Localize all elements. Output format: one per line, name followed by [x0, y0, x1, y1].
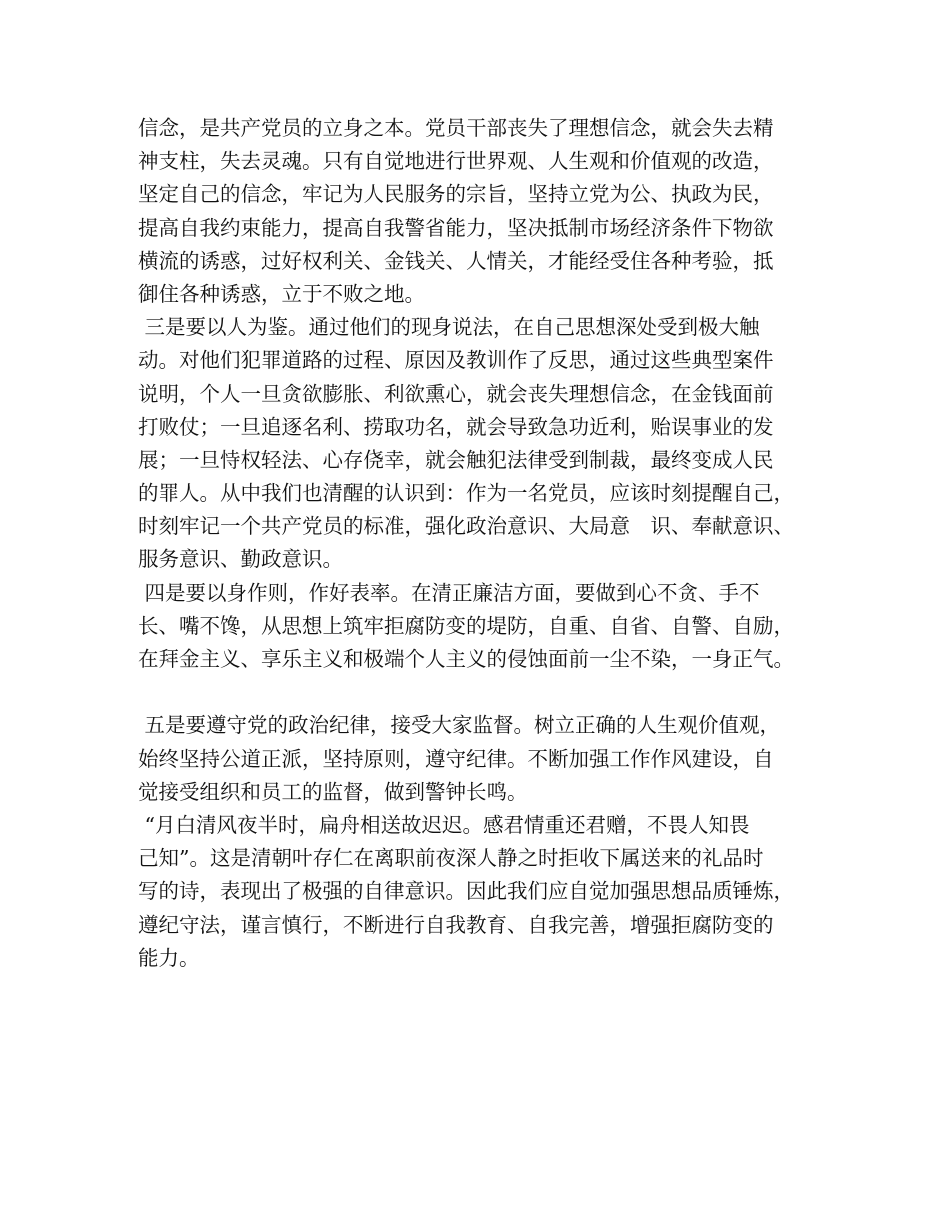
text-line: 展；一旦恃权轻法、心存侥幸，就会触犯法律受到制裁，最终变成人民 [138, 447, 774, 472]
text-line: 己知”。这是清朝叶存仁在离职前夜深人静之时拒收下属送来的礼品时 [138, 846, 764, 871]
text-line: 提高自我约束能力，提高自我警省能力，坚决抵制市场经济条件下物欲 [138, 215, 774, 240]
paragraph-spacer [138, 676, 838, 709]
text-line: 能力。 [138, 945, 200, 970]
text-line: 遵纪守法，谨言慎行，不断进行自我教育、自我完善，增强拒腐防变的 [138, 912, 774, 937]
text-line: 御住各种诱惑，立于不败之地。 [138, 281, 425, 306]
text-line: 始终坚持公道正派，坚持原则，遵守纪律。不断加强工作作风建设，自 [138, 746, 774, 771]
paragraph-three-start: 三是要以人为鉴。通过他们的现身说法，在自己思想深处受到极大触 [138, 315, 760, 340]
text-line: 坚定自己的信念，牢记为人民服务的宗旨，坚持立党为公、执政为民， [138, 182, 774, 207]
text-line: 说明，个人一旦贪欲膨胀、利欲熏心，就会丧失理想信念，在金钱面前 [138, 381, 774, 406]
text-line: 觉接受组织和员工的监督，做到警钟长鸣。 [138, 779, 528, 804]
text-line: 在拜金主义、享乐主义和极端个人主义的侵蚀面前一尘不染，一身正气。 [138, 647, 794, 671]
paragraph-five-start: 五是要遵守党的政治纪律，接受大家监督。树立正确的人生观价值观， [138, 713, 781, 738]
text-line: 打败仗；一旦追逐名利、捞取功名，就会导致急功近利，贻误事业的发 [138, 414, 774, 439]
text-line: 横流的诱惑，过好权利关、金钱关、人情关，才能经受住各种考验，抵 [138, 248, 774, 273]
text-line: 神支柱，失去灵魂。只有自觉地进行世界观、人生观和价值观的改造， [138, 149, 774, 174]
paragraph-four-start: 四是要以身作则，作好表率。在清正廉洁方面，要做到心不贪、手不 [138, 580, 760, 605]
text-line: 写的诗，表现出了极强的自律意识。因此我们应自觉加强思想品质锤炼， [138, 879, 794, 904]
text-line: 服务意识、勤政意识。 [138, 547, 343, 572]
poem-paragraph-start: “月白清风夜半时，扁舟相送故迟迟。感君情重还君赠，不畏人知畏 [138, 812, 750, 837]
text-line: 的罪人。从中我们也清醒的认识到：作为一名党员，应该时刻提醒自己， [138, 481, 794, 506]
text-line: 时刻牢记一个共产党员的标准，强化政治意识、大局意 识、奉献意识、 [138, 514, 794, 539]
document-body [138, 112, 838, 975]
text-line: 长、嘴不馋，从思想上筑牢拒腐防变的堤防，自重、自省、自警、自励， [138, 613, 794, 638]
text-line: 信念，是共产党员的立身之本。党员干部丧失了理想信念，就会失去精 [138, 116, 774, 140]
text-line: 动。对他们犯罪道路的过程、原因及教训作了反思，通过这些典型案件 [138, 348, 774, 373]
